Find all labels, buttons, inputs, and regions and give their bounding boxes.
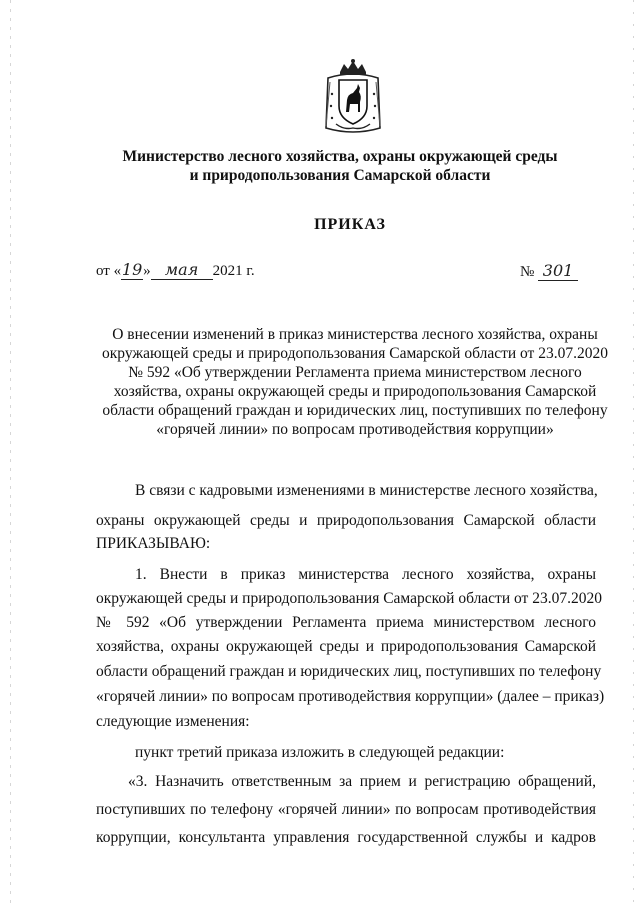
subject-line: О внесении изменений в приказ министерства лесного хозяйства, охраны	[112, 326, 598, 343]
paragraph-1-line: следующие изменения:	[96, 713, 250, 730]
ministry-name-line2: и природопользования Самарской области	[189, 167, 491, 184]
body-line: В связи с кадровыми изменениями в министерстве лесного хозяйства,	[135, 482, 598, 499]
scan-edge-left	[10, 0, 11, 905]
date-year: 2021 г.	[212, 263, 255, 279]
number-field	[538, 263, 578, 281]
paragraph-1-line: 1. Внести в приказ министерства лесного хозяйства, охраны	[135, 566, 596, 583]
paragraph-3-line: «3. Назначить ответственным за прием и регистрацию обращений,	[128, 773, 596, 790]
number-prefix: №	[520, 264, 535, 280]
subject-line: области обращений граждан и юридических лиц, поступивших по телефону	[102, 402, 608, 419]
paragraph-2: пункт третий приказа изложить в следующей редакции:	[135, 744, 505, 761]
paragraph-1-line: области обращений граждан и юридических лиц, поступивших по телефону	[96, 663, 602, 680]
subject-line: хозяйства, охраны окружающей среды и природопользования Самарской	[113, 383, 597, 400]
date-prefix: от «	[96, 263, 122, 279]
paragraph-1-line: «горячей линии» по вопросам противодействия коррупции» (далее – приказ)	[96, 688, 605, 705]
number-handwritten: 301	[542, 261, 574, 280]
subject-line: «горячей линии» по вопросам противодействия коррупции»	[156, 421, 554, 438]
date-month-handwritten: мая	[164, 260, 199, 279]
ministry-name-line1: Министерство лесного хозяйства, охраны окружающей среды	[122, 148, 558, 165]
document-title: ПРИКАЗ	[314, 216, 386, 233]
subject-line: № 592 «Об утверждении Регламента приема министерством лесного	[128, 364, 582, 381]
order-subject	[96, 325, 614, 439]
date-mid: »	[143, 263, 151, 279]
scan-edge-right	[633, 0, 634, 905]
date-month-field	[151, 262, 213, 280]
paragraph-3-line: коррупции, консультанта управления государственной службы и кадров	[96, 829, 596, 846]
date-day-field	[121, 262, 143, 280]
date-day-handwritten: 19	[121, 260, 143, 279]
coat-of-arms-samara-icon	[322, 58, 384, 136]
subject-line: окружающей среды и природопользования Самарской области от 23.07.2020	[102, 345, 608, 362]
paragraph-1-line: № 592 «Об утверждении Регламента приема министерством лесного	[96, 614, 596, 631]
body-line: охраны окружающей среды и природопользования Самарской области	[96, 512, 596, 529]
order-command: ПРИКАЗЫВАЮ:	[96, 535, 211, 552]
order-date	[96, 262, 255, 280]
order-number	[520, 263, 578, 281]
paragraph-1-line: окружающей среды и природопользования Самарской области от 23.07.2020	[96, 590, 602, 607]
paragraph-3-line: поступивших по телефону «горячей линии» по вопросам противодействия	[96, 801, 596, 818]
paragraph-1-line: хозяйства, охраны окружающей среды и природопользования Самарской	[96, 638, 596, 655]
